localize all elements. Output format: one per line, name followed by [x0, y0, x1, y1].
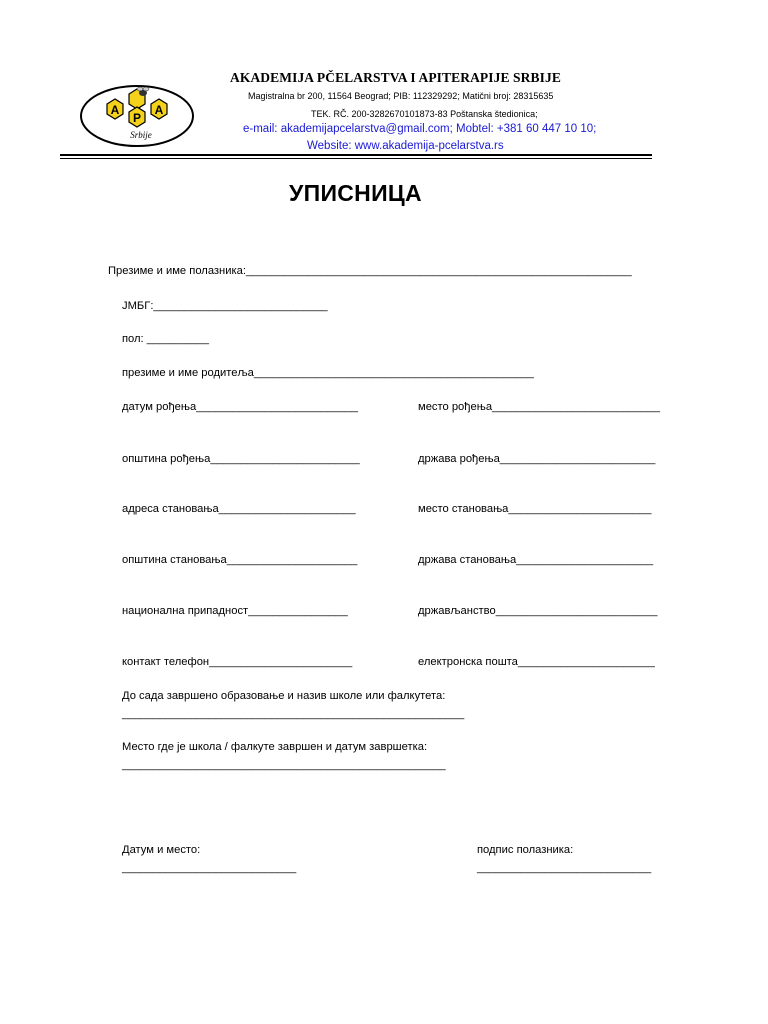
website-line[interactable]: Website: www.akademija-pcelarstva.rs — [307, 140, 504, 152]
field-school-place-date[interactable]: ____________________________________________________ — [122, 759, 446, 771]
header-divider-thick — [60, 154, 652, 156]
field-jmbg[interactable]: ЈМБГ:____________________________ — [122, 300, 328, 312]
field-birth-country[interactable]: држава рођења_________________________ — [418, 453, 656, 465]
field-birth-municipality[interactable]: општина рођења________________________ — [122, 453, 360, 465]
field-birth-date[interactable]: датум рођења__________________________ — [122, 401, 358, 413]
date-place-label: Датум и место: — [122, 844, 201, 856]
field-nationality[interactable]: национална припадност________________ — [122, 605, 348, 617]
field-residence-place[interactable]: место становања_______________________ — [418, 503, 652, 515]
field-email[interactable]: електронска пошта______________________ — [418, 656, 655, 668]
logo-graphic — [79, 84, 195, 148]
logo-letter-2: P — [132, 111, 142, 125]
field-signature[interactable]: ____________________________ — [477, 862, 652, 874]
address-line: Magistralna br 200, 11564 Beograd; PIB: 112329292; Matični broj: 28315635 — [248, 91, 554, 101]
field-student-name[interactable]: Презиме и име полазника:______________________________________________________________ — [108, 265, 632, 277]
academy-logo — [79, 84, 195, 148]
email-line[interactable]: e-mail: akademijapcelarstva@gmail.com; Mobtel: +381 60 447 10 10; — [243, 123, 597, 135]
field-phone[interactable]: контакт телефон_______________________ — [122, 656, 353, 668]
field-residence-country[interactable]: држава становања______________________ — [418, 554, 654, 566]
education-label: До сада завршено образовање и назив школе или фалкутета: — [122, 690, 446, 702]
school-place-date-label: Место где је школа / фалкуте завршен и датум завршетка: — [122, 741, 428, 753]
signature-label: подпис полазника: — [477, 844, 574, 856]
field-parent-name[interactable]: презиме и име родитеља_____________________________________________ — [122, 367, 534, 379]
field-birth-place[interactable]: место рођења___________________________ — [418, 401, 661, 413]
org-name: AKADEMIJA PČELARSTVA I APITERAPIJE SRBIJE — [230, 70, 561, 85]
header-divider-thin — [60, 158, 652, 159]
field-date-place[interactable]: ____________________________ — [122, 862, 297, 874]
field-gender[interactable]: пол: __________ — [122, 333, 209, 345]
logo-country: Srbije — [130, 130, 152, 140]
account-line: TEK. RČ. 200-3282670101873-83 Poštanska štedionica; — [311, 109, 538, 119]
field-residence-municipality[interactable]: општина становања_____________________ — [122, 554, 358, 566]
field-address[interactable]: адреса становања______________________ — [122, 503, 356, 515]
logo-letter-3: A — [154, 103, 164, 117]
logo-letter-1: A — [110, 103, 120, 117]
field-education[interactable]: _______________________________________________________ — [122, 708, 465, 720]
field-citizenship[interactable]: држављанство__________________________ — [418, 605, 658, 617]
form-title: УПИСНИЦА — [289, 180, 422, 206]
